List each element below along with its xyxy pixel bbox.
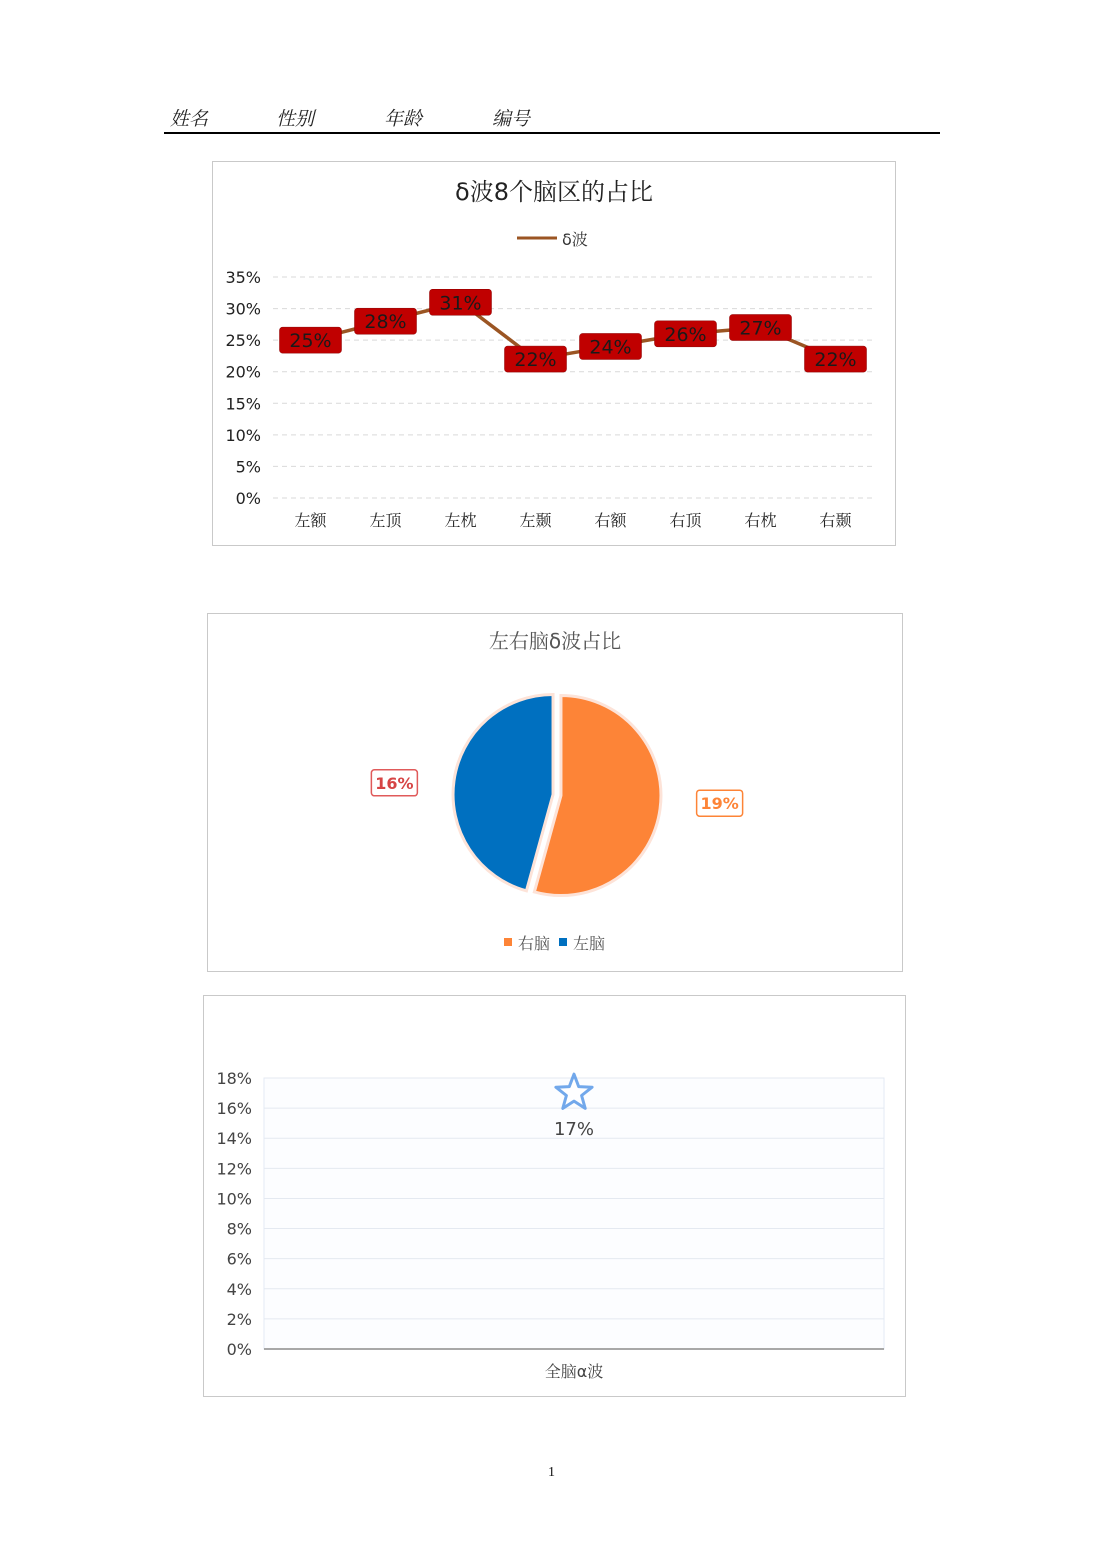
legend-label-left: 左脑 <box>573 934 606 953</box>
legend-swatch-left <box>559 938 567 946</box>
data-label: 17% <box>553 1119 595 1141</box>
y-tick-label: 0% <box>226 1340 252 1359</box>
legend-label: δ波 <box>562 230 588 249</box>
pie-slice <box>453 694 553 890</box>
whole-brain-alpha-chart <box>203 995 906 1397</box>
y-tick-label: 18% <box>216 1069 252 1088</box>
data-label: 27% <box>739 317 782 340</box>
y-tick-label: 12% <box>216 1159 252 1179</box>
y-tick-label: 10% <box>225 425 261 445</box>
age-label: 年龄 <box>384 108 423 130</box>
data-label: 22% <box>814 349 857 372</box>
name-label: 姓名 <box>170 108 209 130</box>
data-label: 25% <box>289 330 332 353</box>
data-label: 26% <box>664 323 707 346</box>
left-right-delta-pie-chart <box>207 613 903 972</box>
x-tick-label: 左枕 <box>444 511 477 530</box>
data-label: 31% <box>439 292 482 315</box>
x-tick-label: 右额 <box>594 511 627 530</box>
data-label: 28% <box>364 311 407 334</box>
data-label: 22% <box>514 349 557 372</box>
y-tick-label: 2% <box>226 1309 252 1329</box>
data-label: 19% <box>700 794 739 814</box>
data-label: 16% <box>375 773 414 793</box>
x-tick-label: 左额 <box>294 511 327 530</box>
y-tick-label: 8% <box>226 1219 252 1239</box>
report-header <box>164 100 940 134</box>
y-tick-label: 14% <box>216 1129 252 1149</box>
delta-region-line-chart-svg <box>213 162 895 545</box>
x-tick-label: 全脑α波 <box>544 1362 604 1381</box>
legend-label-right: 右脑 <box>518 934 551 953</box>
x-tick-label: 左顶 <box>369 511 402 530</box>
data-label: 24% <box>589 336 632 359</box>
y-tick-label: 10% <box>216 1189 252 1209</box>
x-tick-label: 左颞 <box>519 511 552 530</box>
y-tick-label: 25% <box>225 331 261 351</box>
legend-swatch-right <box>504 938 512 946</box>
y-tick-label: 30% <box>225 299 261 319</box>
id-label: 编号 <box>492 108 531 130</box>
y-tick-label: 20% <box>225 362 261 382</box>
x-tick-label: 右颞 <box>819 511 852 530</box>
chart-title: δ波8个脑区的占比 <box>455 178 653 206</box>
y-tick-label: 5% <box>235 457 261 477</box>
y-tick-label: 4% <box>226 1279 252 1299</box>
y-tick-label: 35% <box>225 268 261 287</box>
chart-title: 左右脑δ波占比 <box>488 629 622 653</box>
y-tick-label: 0% <box>235 489 261 508</box>
page-number: 1 <box>548 1465 555 1480</box>
y-tick-label: 6% <box>226 1249 252 1269</box>
x-tick-label: 右顶 <box>669 511 702 530</box>
delta-region-line-chart <box>212 161 896 546</box>
x-tick-label: 右枕 <box>744 511 777 530</box>
whole-brain-alpha-chart-svg <box>204 996 905 1396</box>
y-tick-label: 16% <box>216 1099 252 1119</box>
left-right-delta-pie-chart-svg <box>208 614 902 971</box>
y-tick-label: 15% <box>225 394 261 414</box>
gender-label: 性别 <box>276 108 315 130</box>
